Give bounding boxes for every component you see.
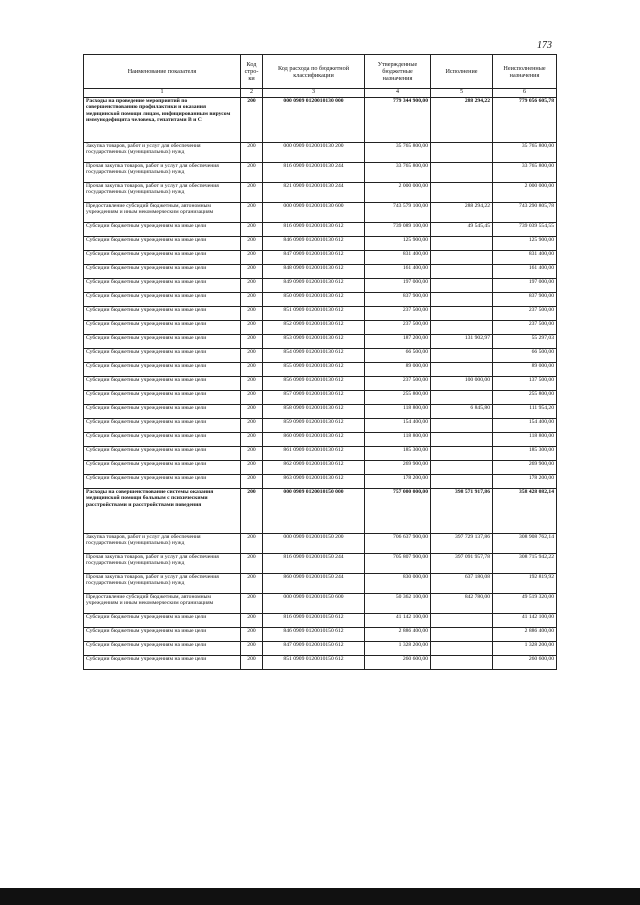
row-executed-cell: 398 571 917,86 bbox=[431, 489, 493, 534]
table-row bbox=[84, 203, 557, 223]
row-executed-cell: 288 294,22 bbox=[431, 203, 493, 223]
row-unexecuted-cell: 831 400,00 bbox=[493, 251, 557, 265]
row-approved-cell: 706 637 900,00 bbox=[365, 534, 431, 554]
row-kbk-cell: 847 0909 0120010150 612 bbox=[263, 642, 365, 656]
row-code-cell: 200 bbox=[241, 391, 263, 405]
row-executed-cell bbox=[431, 391, 493, 405]
row-name-cell: Субсидии бюджетным учреждениям на иные цели bbox=[84, 461, 241, 475]
row-unexecuted-cell: 66 500,00 bbox=[493, 349, 557, 363]
row-executed-cell: 100 000,00 bbox=[431, 377, 493, 391]
table-row bbox=[84, 265, 557, 279]
table-row bbox=[84, 391, 557, 405]
row-approved-cell: 66 500,00 bbox=[365, 349, 431, 363]
page-number: 173 bbox=[537, 40, 552, 51]
row-executed-cell bbox=[431, 265, 493, 279]
table-row bbox=[84, 307, 557, 321]
table-row bbox=[84, 349, 557, 363]
row-name-cell: Субсидии бюджетным учреждениям на иные цели bbox=[84, 377, 241, 391]
row-approved-cell: 154 400,00 bbox=[365, 419, 431, 433]
row-name-cell: Субсидии бюджетным учреждениям на иные цели bbox=[84, 307, 241, 321]
row-name-cell: Субсидии бюджетным учреждениям на иные цели bbox=[84, 265, 241, 279]
table-row bbox=[84, 363, 557, 377]
row-executed-cell: 6 845,80 bbox=[431, 405, 493, 419]
row-unexecuted-cell: 197 000,00 bbox=[493, 279, 557, 293]
row-code-cell: 200 bbox=[241, 143, 263, 163]
row-kbk-cell: 850 0909 0120010130 612 bbox=[263, 293, 365, 307]
table-row bbox=[84, 251, 557, 265]
row-executed-cell bbox=[431, 642, 493, 656]
row-unexecuted-cell: 237 500,00 bbox=[493, 307, 557, 321]
row-executed-cell: 637 180,08 bbox=[431, 574, 493, 594]
table-row bbox=[84, 98, 557, 143]
row-approved-cell: 185 300,00 bbox=[365, 447, 431, 461]
row-kbk-cell: 816 0909 0120010150 244 bbox=[263, 554, 365, 574]
header-kbk: Код расхода по бюджетной классификации bbox=[263, 55, 365, 89]
table-row bbox=[84, 594, 557, 614]
row-executed-cell bbox=[431, 279, 493, 293]
row-kbk-cell: 854 0909 0120010130 612 bbox=[263, 349, 365, 363]
row-code-cell: 200 bbox=[241, 223, 263, 237]
row-name-cell: Субсидии бюджетным учреждениям на иные цели bbox=[84, 363, 241, 377]
row-name-cell: Субсидии бюджетным учреждениям на иные цели bbox=[84, 447, 241, 461]
row-code-cell: 200 bbox=[241, 321, 263, 335]
table-row bbox=[84, 614, 557, 628]
row-kbk-cell: 816 0909 0120010130 612 bbox=[263, 223, 365, 237]
row-code-cell: 200 bbox=[241, 433, 263, 447]
table-row bbox=[84, 321, 557, 335]
row-executed-cell bbox=[431, 251, 493, 265]
table-row bbox=[84, 574, 557, 594]
row-name-cell: Субсидии бюджетным учреждениям на иные цели bbox=[84, 335, 241, 349]
row-unexecuted-cell: 41 142 100,00 bbox=[493, 614, 557, 628]
row-approved-cell: 41 142 100,00 bbox=[365, 614, 431, 628]
row-name-cell: Субсидии бюджетным учреждениям на иные цели bbox=[84, 628, 241, 642]
row-kbk-cell: 816 0909 0120010130 244 bbox=[263, 163, 365, 183]
row-code-cell: 200 bbox=[241, 489, 263, 534]
row-kbk-cell: 816 0909 0120010150 612 bbox=[263, 614, 365, 628]
row-name-cell: Субсидии бюджетным учреждениям на иные цели bbox=[84, 405, 241, 419]
row-code-cell: 200 bbox=[241, 447, 263, 461]
row-executed-cell bbox=[431, 307, 493, 321]
row-kbk-cell: 855 0909 0120010130 612 bbox=[263, 363, 365, 377]
row-executed-cell: 842 780,00 bbox=[431, 594, 493, 614]
row-code-cell: 200 bbox=[241, 628, 263, 642]
row-code-cell: 200 bbox=[241, 594, 263, 614]
row-name-cell: Субсидии бюджетным учреждениям на иные цели bbox=[84, 349, 241, 363]
row-unexecuted-cell: 35 765 800,00 bbox=[493, 143, 557, 163]
row-name-cell: Прочая закупка товаров, работ и услуг для обеспечения государственных (муниципальных) нужд bbox=[84, 574, 241, 594]
row-name-cell: Субсидии бюджетным учреждениям на иные цели bbox=[84, 251, 241, 265]
column-number: 1 bbox=[84, 89, 241, 98]
row-unexecuted-cell: 33 765 800,00 bbox=[493, 163, 557, 183]
row-code-cell: 200 bbox=[241, 307, 263, 321]
row-executed-cell bbox=[431, 656, 493, 670]
row-name-cell: Прочая закупка товаров, работ и услуг для обеспечения государственных (муниципальных) нужд bbox=[84, 163, 241, 183]
budget-execution-table bbox=[83, 54, 557, 670]
row-executed-cell bbox=[431, 628, 493, 642]
row-name-cell: Субсидии бюджетным учреждениям на иные цели bbox=[84, 293, 241, 307]
row-unexecuted-cell: 1 328 200,00 bbox=[493, 642, 557, 656]
row-unexecuted-cell: 308 715 942,22 bbox=[493, 554, 557, 574]
row-name-cell: Субсидии бюджетным учреждениям на иные цели bbox=[84, 419, 241, 433]
table-row bbox=[84, 475, 557, 489]
table-row bbox=[84, 183, 557, 203]
table-row bbox=[84, 377, 557, 391]
row-name-cell: Расходы на совершенствование системы оказания медицинской помощи больным с психическими расстройствами и расстройствами поведения bbox=[84, 489, 241, 534]
table-header-row bbox=[84, 55, 557, 89]
row-executed-cell bbox=[431, 183, 493, 203]
column-number: 4 bbox=[365, 89, 431, 98]
row-executed-cell bbox=[431, 614, 493, 628]
row-name-cell: Предоставление субсидий бюджетным, автономным учреждениям и иным некоммерческим организациям bbox=[84, 203, 241, 223]
row-kbk-cell: 000 0909 0120010150 000 bbox=[263, 489, 365, 534]
row-executed-cell: 49 545,45 bbox=[431, 223, 493, 237]
header-name: Наименование показателя bbox=[84, 55, 241, 89]
row-kbk-cell: 000 0909 0120010130 200 bbox=[263, 143, 365, 163]
row-kbk-cell: 000 0909 0120010130 000 bbox=[263, 98, 365, 143]
row-kbk-cell: 860 0909 0120010150 244 bbox=[263, 574, 365, 594]
row-executed-cell bbox=[431, 163, 493, 183]
row-kbk-cell: 857 0909 0120010130 612 bbox=[263, 391, 365, 405]
row-kbk-cell: 858 0909 0120010130 612 bbox=[263, 405, 365, 419]
row-kbk-cell: 862 0909 0120010130 612 bbox=[263, 461, 365, 475]
table-row bbox=[84, 293, 557, 307]
row-name-cell: Субсидии бюджетным учреждениям на иные цели bbox=[84, 237, 241, 251]
row-name-cell: Закупка товаров, работ и услуг для обеспечения государственных (муниципальных) нужд bbox=[84, 143, 241, 163]
table-row bbox=[84, 419, 557, 433]
row-unexecuted-cell: 779 056 605,78 bbox=[493, 98, 557, 143]
row-approved-cell: 237 500,00 bbox=[365, 377, 431, 391]
table-row bbox=[84, 534, 557, 554]
row-code-cell: 200 bbox=[241, 163, 263, 183]
row-unexecuted-cell: 358 428 082,14 bbox=[493, 489, 557, 534]
row-code-cell: 200 bbox=[241, 614, 263, 628]
row-unexecuted-cell: 237 500,00 bbox=[493, 321, 557, 335]
row-name-cell: Субсидии бюджетным учреждениям на иные цели bbox=[84, 321, 241, 335]
row-code-cell: 200 bbox=[241, 183, 263, 203]
row-approved-cell: 779 344 900,00 bbox=[365, 98, 431, 143]
row-code-cell: 200 bbox=[241, 405, 263, 419]
row-unexecuted-cell: 55 297,03 bbox=[493, 335, 557, 349]
row-unexecuted-cell: 178 200,00 bbox=[493, 475, 557, 489]
row-approved-cell: 705 807 900,00 bbox=[365, 554, 431, 574]
table-row bbox=[84, 447, 557, 461]
row-unexecuted-cell: 260 600,00 bbox=[493, 656, 557, 670]
column-number: 5 bbox=[431, 89, 493, 98]
row-kbk-cell: 000 0909 0120010150 600 bbox=[263, 594, 365, 614]
row-unexecuted-cell: 192 819,92 bbox=[493, 574, 557, 594]
row-kbk-cell: 859 0909 0120010130 612 bbox=[263, 419, 365, 433]
row-kbk-cell: 853 0909 0120010130 612 bbox=[263, 335, 365, 349]
table-row bbox=[84, 554, 557, 574]
row-approved-cell: 118 800,00 bbox=[365, 433, 431, 447]
row-code-cell: 200 bbox=[241, 237, 263, 251]
column-number: 2 bbox=[241, 89, 263, 98]
row-code-cell: 200 bbox=[241, 335, 263, 349]
table-row bbox=[84, 433, 557, 447]
row-code-cell: 200 bbox=[241, 377, 263, 391]
row-code-cell: 200 bbox=[241, 349, 263, 363]
row-code-cell: 200 bbox=[241, 98, 263, 143]
row-unexecuted-cell: 837 900,00 bbox=[493, 293, 557, 307]
row-code-cell: 200 bbox=[241, 363, 263, 377]
row-approved-cell: 197 000,00 bbox=[365, 279, 431, 293]
row-name-cell: Субсидии бюджетным учреждениям на иные цели bbox=[84, 279, 241, 293]
row-unexecuted-cell: 2 000 000,00 bbox=[493, 183, 557, 203]
row-approved-cell: 178 200,00 bbox=[365, 475, 431, 489]
row-approved-cell: 125 900,00 bbox=[365, 237, 431, 251]
row-kbk-cell: 846 0909 0120010150 612 bbox=[263, 628, 365, 642]
row-name-cell: Субсидии бюджетным учреждениям на иные цели bbox=[84, 391, 241, 405]
row-unexecuted-cell: 89 000,00 bbox=[493, 363, 557, 377]
row-kbk-cell: 856 0909 0120010130 612 bbox=[263, 377, 365, 391]
table-row bbox=[84, 489, 557, 534]
row-name-cell: Субсидии бюджетным учреждениям на иные цели bbox=[84, 656, 241, 670]
row-code-cell: 200 bbox=[241, 265, 263, 279]
row-unexecuted-cell: 118 800,00 bbox=[493, 433, 557, 447]
table-row bbox=[84, 279, 557, 293]
row-name-cell: Прочая закупка товаров, работ и услуг для обеспечения государственных (муниципальных) нужд bbox=[84, 183, 241, 203]
row-unexecuted-cell: 125 900,00 bbox=[493, 237, 557, 251]
table-row bbox=[84, 335, 557, 349]
row-executed-cell: 397 091 957,78 bbox=[431, 554, 493, 574]
row-code-cell: 200 bbox=[241, 203, 263, 223]
row-approved-cell: 269 900,00 bbox=[365, 461, 431, 475]
row-kbk-cell: 851 0909 0120010130 612 bbox=[263, 307, 365, 321]
table-row bbox=[84, 237, 557, 251]
row-kbk-cell: 000 0909 0120010130 600 bbox=[263, 203, 365, 223]
row-unexecuted-cell: 154 400,00 bbox=[493, 419, 557, 433]
row-code-cell: 200 bbox=[241, 642, 263, 656]
header-executed: Исполнение bbox=[431, 55, 493, 89]
row-approved-cell: 831 400,00 bbox=[365, 251, 431, 265]
row-unexecuted-cell: 743 290 805,78 bbox=[493, 203, 557, 223]
table-row bbox=[84, 405, 557, 419]
header-unexecuted: Неисполненные назначения bbox=[493, 55, 557, 89]
row-executed-cell bbox=[431, 237, 493, 251]
row-name-cell: Субсидии бюджетным учреждениям на иные цели bbox=[84, 614, 241, 628]
table-row bbox=[84, 628, 557, 642]
row-approved-cell: 2 886 400,00 bbox=[365, 628, 431, 642]
row-unexecuted-cell: 111 954,20 bbox=[493, 405, 557, 419]
row-executed-cell: 131 902,97 bbox=[431, 335, 493, 349]
row-approved-cell: 757 000 000,00 bbox=[365, 489, 431, 534]
row-name-cell: Субсидии бюджетным учреждениям на иные цели bbox=[84, 475, 241, 489]
column-number-row bbox=[84, 89, 557, 98]
row-unexecuted-cell: 269 900,00 bbox=[493, 461, 557, 475]
row-executed-cell bbox=[431, 447, 493, 461]
row-unexecuted-cell: 185 300,00 bbox=[493, 447, 557, 461]
row-kbk-cell: 849 0909 0120010130 612 bbox=[263, 279, 365, 293]
row-executed-cell: 397 729 137,86 bbox=[431, 534, 493, 554]
row-name-cell: Закупка товаров, работ и услуг для обеспечения государственных (муниципальных) нужд bbox=[84, 534, 241, 554]
row-unexecuted-cell: 2 886 400,00 bbox=[493, 628, 557, 642]
table-row bbox=[84, 163, 557, 183]
row-kbk-cell: 846 0909 0120010130 612 bbox=[263, 237, 365, 251]
row-executed-cell bbox=[431, 433, 493, 447]
table-row bbox=[84, 461, 557, 475]
row-code-cell: 200 bbox=[241, 293, 263, 307]
row-kbk-cell: 852 0909 0120010130 612 bbox=[263, 321, 365, 335]
row-name-cell: Субсидии бюджетным учреждениям на иные цели bbox=[84, 642, 241, 656]
row-kbk-cell: 863 0909 0120010130 612 bbox=[263, 475, 365, 489]
row-unexecuted-cell: 161 400,00 bbox=[493, 265, 557, 279]
row-approved-cell: 255 800,00 bbox=[365, 391, 431, 405]
row-code-cell: 200 bbox=[241, 461, 263, 475]
row-code-cell: 200 bbox=[241, 574, 263, 594]
row-approved-cell: 50 362 100,00 bbox=[365, 594, 431, 614]
table-row bbox=[84, 223, 557, 237]
row-unexecuted-cell: 308 908 762,14 bbox=[493, 534, 557, 554]
row-name-cell: Прочая закупка товаров, работ и услуг для обеспечения государственных (муниципальных) нужд bbox=[84, 554, 241, 574]
row-unexecuted-cell: 49 519 320,00 bbox=[493, 594, 557, 614]
row-approved-cell: 743 579 100,00 bbox=[365, 203, 431, 223]
row-code-cell: 200 bbox=[241, 656, 263, 670]
row-approved-cell: 830 000,00 bbox=[365, 574, 431, 594]
table-row bbox=[84, 642, 557, 656]
header-approved: Утвержденные бюджетные назначения bbox=[365, 55, 431, 89]
row-code-cell: 200 bbox=[241, 534, 263, 554]
row-approved-cell: 837 900,00 bbox=[365, 293, 431, 307]
row-approved-cell: 1 328 200,00 bbox=[365, 642, 431, 656]
row-approved-cell: 33 765 800,00 bbox=[365, 163, 431, 183]
row-approved-cell: 237 500,00 bbox=[365, 307, 431, 321]
row-code-cell: 200 bbox=[241, 279, 263, 293]
row-name-cell: Субсидии бюджетным учреждениям на иные цели bbox=[84, 223, 241, 237]
column-number: 6 bbox=[493, 89, 557, 98]
column-number: 3 bbox=[263, 89, 365, 98]
row-executed-cell bbox=[431, 321, 493, 335]
row-code-cell: 200 bbox=[241, 554, 263, 574]
row-code-cell: 200 bbox=[241, 475, 263, 489]
row-code-cell: 200 bbox=[241, 251, 263, 265]
row-kbk-cell: 848 0909 0120010130 612 bbox=[263, 265, 365, 279]
row-approved-cell: 739 089 100,00 bbox=[365, 223, 431, 237]
row-executed-cell bbox=[431, 419, 493, 433]
row-executed-cell: 288 294,22 bbox=[431, 98, 493, 143]
row-unexecuted-cell: 739 039 554,55 bbox=[493, 223, 557, 237]
row-kbk-cell: 860 0909 0120010130 612 bbox=[263, 433, 365, 447]
table-row bbox=[84, 143, 557, 163]
row-approved-cell: 118 800,00 bbox=[365, 405, 431, 419]
row-approved-cell: 260 600,00 bbox=[365, 656, 431, 670]
table-row bbox=[84, 656, 557, 670]
row-executed-cell bbox=[431, 143, 493, 163]
row-executed-cell bbox=[431, 349, 493, 363]
row-approved-cell: 187 200,00 bbox=[365, 335, 431, 349]
row-approved-cell: 35 765 800,00 bbox=[365, 143, 431, 163]
scan-footer-bar bbox=[0, 888, 640, 905]
row-name-cell: Расходы на проведение мероприятий по совершенствованию профилактики и оказания медицинской помощи лицам, инфицированным вирусом иммунодефицита человека, гепатитами В и С bbox=[84, 98, 241, 143]
row-executed-cell bbox=[431, 293, 493, 307]
row-kbk-cell: 851 0909 0120010150 612 bbox=[263, 656, 365, 670]
row-executed-cell bbox=[431, 363, 493, 377]
row-executed-cell bbox=[431, 475, 493, 489]
row-unexecuted-cell: 255 800,00 bbox=[493, 391, 557, 405]
row-code-cell: 200 bbox=[241, 419, 263, 433]
row-kbk-cell: 861 0909 0120010130 612 bbox=[263, 447, 365, 461]
row-kbk-cell: 000 0909 0120010150 200 bbox=[263, 534, 365, 554]
row-executed-cell bbox=[431, 461, 493, 475]
row-unexecuted-cell: 137 500,00 bbox=[493, 377, 557, 391]
row-kbk-cell: 821 0909 0120010130 244 bbox=[263, 183, 365, 203]
row-name-cell: Предоставление субсидий бюджетным, автономным учреждениям и иным некоммерческим организациям bbox=[84, 594, 241, 614]
row-approved-cell: 89 000,00 bbox=[365, 363, 431, 377]
row-kbk-cell: 847 0909 0120010130 612 bbox=[263, 251, 365, 265]
row-approved-cell: 161 400,00 bbox=[365, 265, 431, 279]
row-approved-cell: 237 500,00 bbox=[365, 321, 431, 335]
row-name-cell: Субсидии бюджетным учреждениям на иные цели bbox=[84, 433, 241, 447]
row-approved-cell: 2 000 000,00 bbox=[365, 183, 431, 203]
header-code: Код стро-ки bbox=[241, 55, 263, 89]
